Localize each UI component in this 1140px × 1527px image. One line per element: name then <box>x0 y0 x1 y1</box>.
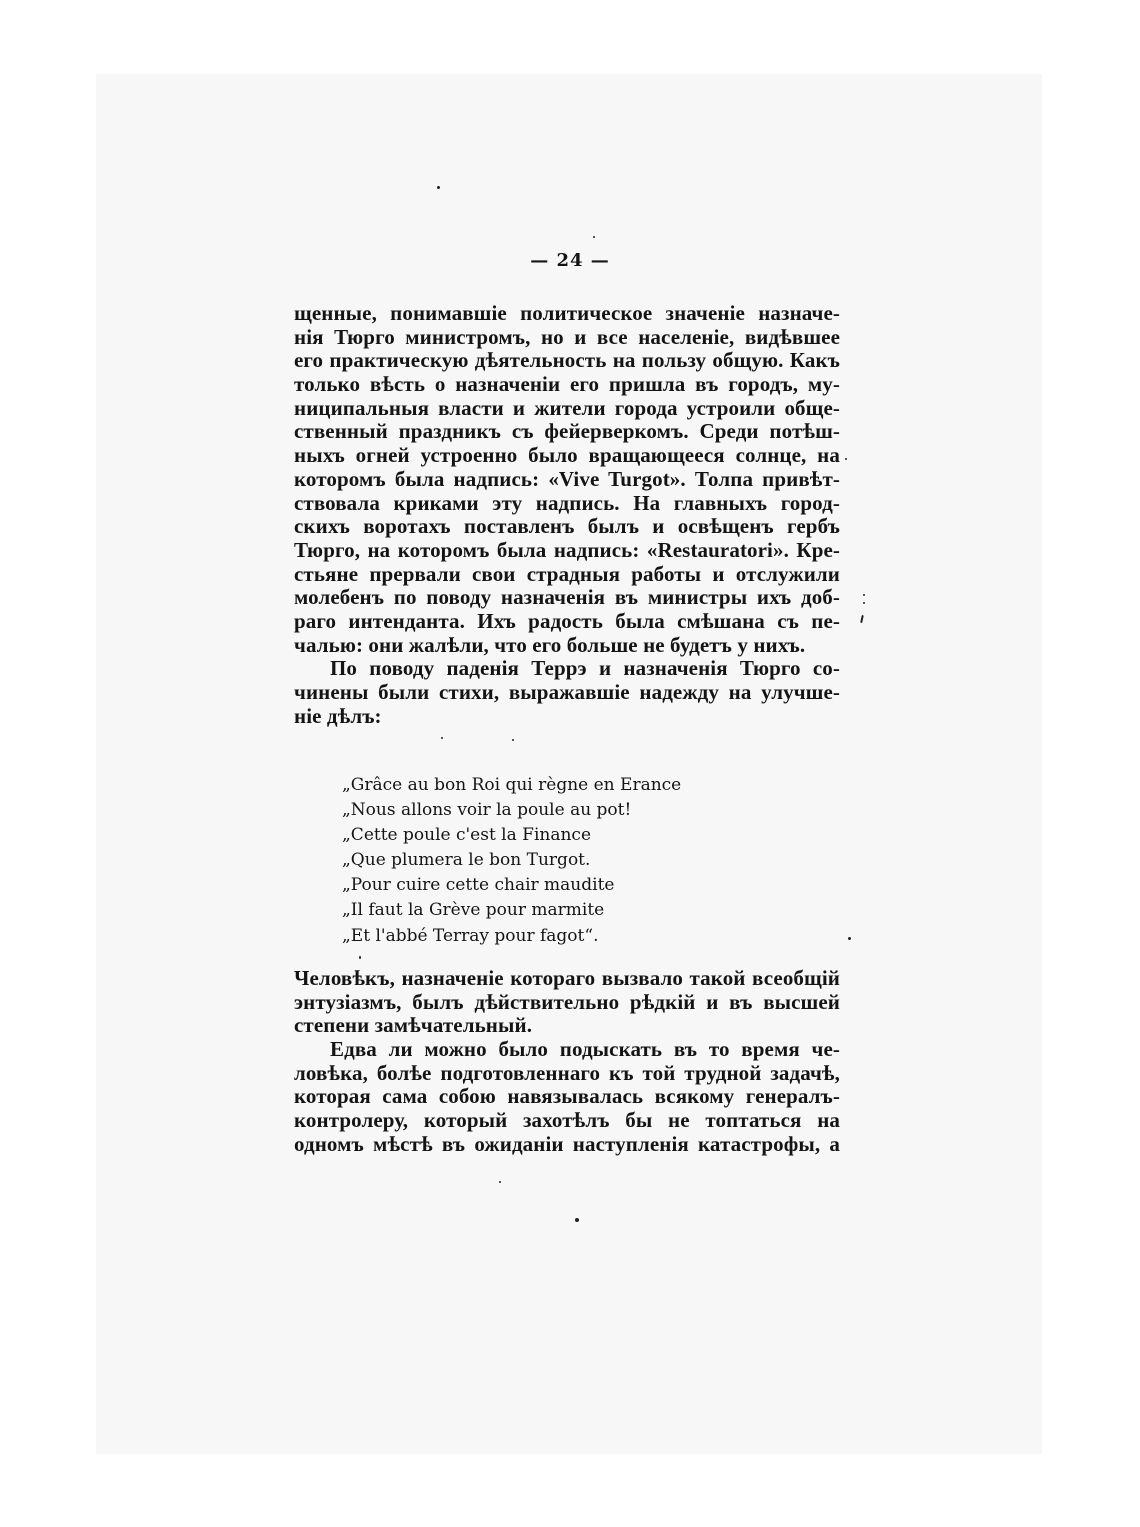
text-line: ныхъ огней устроенно было вращающееся солнце, на <box>294 443 840 468</box>
scan-speck <box>359 956 361 959</box>
text-line: которомъ была надпись: «Vive Turgot». Толпа привѣт- <box>294 466 840 491</box>
scan-speck <box>575 1218 579 1222</box>
poem-verse <box>342 773 681 949</box>
text-line: ниципальныя власти и жители города устроили обще- <box>294 395 840 420</box>
text-line: ніе дѣлъ: <box>294 703 382 728</box>
text-line: одномъ мѣстѣ въ ожиданіи наступленія катастрофы, а <box>294 1131 840 1156</box>
paragraph-2 <box>294 657 840 728</box>
main-text-lower <box>294 967 840 1157</box>
text-line: По поводу паденія Террэ и назначенія Тюрго со- <box>330 656 840 681</box>
scanned-page <box>96 74 1042 1454</box>
scan-speck <box>499 1181 501 1183</box>
text-line: энтузіазмъ, былъ дѣйствительно рѣдкій и въ высшей <box>294 989 840 1014</box>
poem-line: „Que plumera le bon Turgot. <box>342 850 591 871</box>
text-line: контролеру, который захотѣлъ бы не топтаться на <box>294 1108 840 1133</box>
text-line: ствовала криками эту надпись. На главныхъ город- <box>294 490 840 515</box>
scan-speck <box>593 236 595 238</box>
poem-line: „Nous allons voir la poule au pot! <box>342 800 632 821</box>
text-line: нія Тюрго министромъ, но и все населеніе, видѣвшее <box>294 324 840 349</box>
text-line: чинены были стихи, выражавшіе надежду на улучше- <box>294 680 840 704</box>
scan-speck <box>863 602 865 604</box>
poem-line: „Il faut la Grève pour marmite <box>342 900 605 921</box>
text-line: стьяне прервали свои страдныя работы и отслужили <box>294 561 840 586</box>
scan-speck <box>848 937 851 940</box>
text-line: его практическую дѣятельность на пользу общую. Какъ <box>294 348 840 373</box>
text-line: раго интенданта. Ихъ радость была смѣшана съ пе- <box>294 608 840 633</box>
text-line: чалью: они жалѣли, что его больше не будетъ у нихъ. <box>294 632 806 657</box>
text-line: которая сама собою навязывалась всякому генералъ- <box>294 1084 840 1109</box>
poem-line: „Pour cuire cette chair maudite <box>342 875 615 896</box>
paragraph-1 <box>294 302 840 657</box>
poem-line: „Grâce au bon Roi qui règne en Erance <box>342 775 682 795</box>
paragraph-3 <box>294 967 840 1038</box>
scan-speck <box>863 594 865 596</box>
text-line: Едва ли можно было подыскать въ то время че- <box>330 1037 840 1062</box>
text-line: Человѣкъ, назначеніе котораго вызвало такой всеобщій <box>294 966 840 990</box>
main-text-upper <box>294 302 840 728</box>
text-line: степени замѣчательный. <box>294 1013 533 1038</box>
page-number: — 24 — <box>530 250 610 271</box>
poem-line: „Cette poule c'est la Finance <box>342 825 592 846</box>
scan-speck <box>437 186 440 189</box>
scan-speck <box>441 737 443 739</box>
paragraph-4 <box>294 1038 840 1156</box>
text-line: Тюрго, на которомъ была надпись: «Restauratori». Кре- <box>294 537 840 562</box>
scan-speck <box>512 739 514 741</box>
scan-speck <box>845 458 847 460</box>
text-line: ловѣка, болѣе подготовленнаго къ той трудной задачѣ, <box>294 1060 840 1085</box>
text-line: только вѣсть о назначеніи его пришла въ городъ, му- <box>294 372 840 397</box>
text-line: щенные, понимавшіе политическое значеніе назначе- <box>294 301 840 325</box>
text-line: ственный праздникъ съ фейерверкомъ. Среди потѣш- <box>294 419 840 444</box>
text-line: молебенъ по поводу назначенія въ министры ихъ доб- <box>294 585 840 610</box>
poem-line: „Et l'abbé Terray pour fagot“. <box>342 925 599 946</box>
text-line: скихъ воротахъ поставленъ былъ и освѣщенъ гербъ <box>294 514 840 539</box>
